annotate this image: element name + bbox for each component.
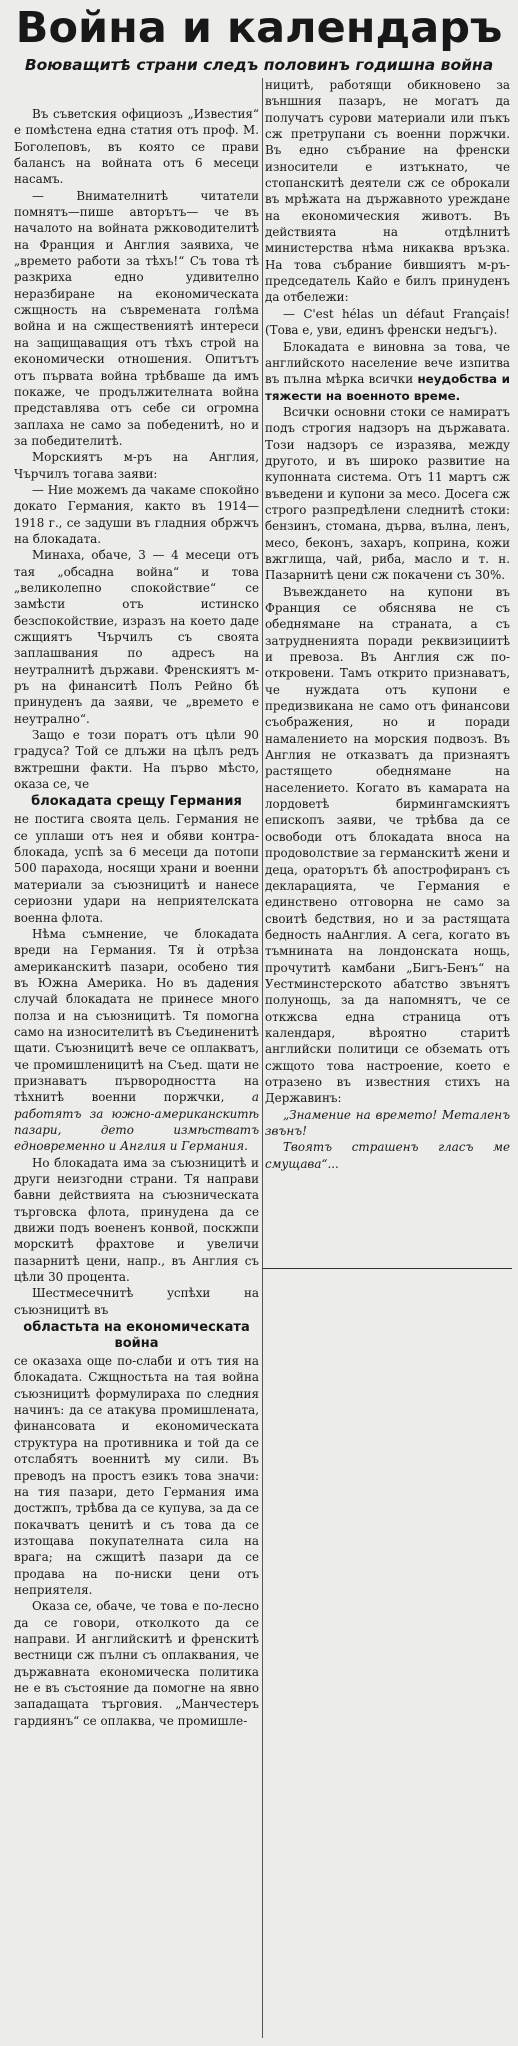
paragraph: Шестмесечнитѣ успѣхи на съюзницитѣ въ (14, 1286, 259, 1317)
section-heading: областьта на економическата война (23, 1320, 250, 1352)
paragraph: Защо е този поратъ отъ цѣли 90 градуса? Той се длъжи на цѣлъ редъ вжтрешни факти. На първо мѣсто, оказа се, че (14, 728, 259, 792)
paragraph: Въ съветския официозъ „Известия“ е помѣстена една статия отъ проф. М. Боголеповъ, въ която се прави балансъ на войната отъ 6 месеци насамъ. (14, 107, 259, 187)
section-heading: блокадата срещу Германия (31, 794, 242, 810)
paragraph: — Внимателнитѣ читатели помнятъ—пише авторътъ— че въ началото на войната ржководителитѣ на Франция и Англия заявиха, че „времето работи за тѣхъ!“ Съ това тѣ разкриха едно удивително неразбиране на економическата сжщность на съвремената голѣма война и на сжществениятѣ интереси на защищаващия отъ тѣхъ строй на економически отношения. Опитътъ отъ първата война трѣбваше да имъ покаже, че продължителната война представлява отъ себе си огромна заплаха не само за победенитѣ, но и за победителитѣ. (14, 188, 259, 448)
paragraph-text: Нѣма съмнение, че блокадата вреди на Германия. Тя ѝ отрѣза американскитѣ пазари, особено тия въ Южна Америка. Но въ дадения случай блокадата не принесе много полза и на съюзницитѣ. Тя помогна само на износителитѣ въ Съединенитѣ щати. Съюзницитѣ вече се оплакватъ, че промишленицитѣ на Съед. щати не признаватъ първородността на тѣхнитѣ военни поржчки, (14, 926, 259, 1105)
left-column (14, 106, 259, 2042)
paragraph: Морскиятъ м-ръ на Англия, Чърчилъ тогава заяви: (14, 450, 259, 481)
paragraph: не постига своята цель. Германия не се уплаши отъ нея и обяви контра-блокада, успѣ за 6 месеци да потопи 500 парахода, носящи храни и военни материали за съюзницитѣ и нанесе сериозни удари на неприятелската военна флота. (14, 812, 259, 925)
poem-quote (265, 1107, 510, 1172)
poem-line: „Знамение на времето! Металенъ звънъ! (265, 1107, 510, 1138)
paragraph: Въвеждането на купони въ Франция се обяснява не съ обеднямане на страната, а съ затрудненията поради реквизициитѣ и превоза. Въ Англия сж по-откровени. Тамъ открито признаватъ, че нуждата отъ купони е предизвикана не само отъ финансови съображения, но и поради намалението на морския подвозъ. Въ Англия не отказватъ да признаятъ растящето обеднямане на населението. Когато въ камарата на лордоветѣ бирмингамскиятъ епископъ заяви, че трѣбва да се освободи отъ блокадата вноса на продоволствие за германскитѣ жени и деца, ораторътъ бѣ апострофиранъ съ декларацията, че Германия е единствено отговорна не само за своитѣ бедствия, но и за растящата бедность наАнглия. А сега, когато въ тъмнината на лондонската нощь, прочутитѣ камбани „Бигъ-Бенъ“ на Уестминстерското абатство звънятъ полунощь, за да напомнятъ, че се откжсва една страница отъ календаря, вѣроятно старитѣ английски политици се обземать отъ сжщото това настроение, което е отразено въ известния стихъ на Державинъ: (265, 584, 510, 1106)
paragraph-text: Блокадата е виновна за това, че английското население вече изпитва въ пълна мѣрка всички (265, 339, 510, 387)
paragraph: — Ние можемъ да чакаме спокойно докато Германия, както въ 1914—1918 г., се задуши въ гладния обржчъ на блокадата. (14, 482, 259, 546)
paragraph (14, 926, 259, 1155)
paragraph: — C'est hélas un défaut Français! (Това е, уви, единъ френски недъгъ). (265, 306, 510, 338)
italic-text: а работятъ за южно-американскитѣ пазари, дето измѣстватъ едновременно и Англия и Германия. (14, 1090, 259, 1154)
subheadline: Воюващитѣ страни следъ половинъ годишна война (24, 56, 494, 74)
paragraph: се оказаха още по-слаби и отъ тия на блокадата. Сжщностьта на тая война съюзницитѣ формулираха по следния начинъ: да се атакува промишлената, финансовата и економическата структура на противника и той да се отслабятъ военнитѣ му сили. Въ преводъ на простъ езикъ това значи: на тия пазари, дето Германия има достжпъ, трѣбва да се купува, за да се покачватъ ценитѣ и съ това да се изтощава покупателната сила на врага; на сжщитѣ пазари да се продава на по-ниски цени отъ неприятеля. (14, 1354, 259, 1597)
masthead (0, 0, 518, 76)
headline: Война и календаръ (15, 3, 503, 53)
poem-line: Твоятъ страшенъ гласъ ме смущава“... (265, 1140, 510, 1171)
paragraph: ницитѣ, работящи обикновено за външния пазаръ, не могатъ да получатъ сурови материали или пъкъ сж претрупани съ военни поржчки. Въ едно събрание на френски износители е изтъкнато, че стопанскитѣ деятели сж се оброкали въ мрѣжата на държавното уреждане на економическия животъ. Въ действията на отдѣлнитѣ министерства нѣма никаква връзка. На това събрание бившиятъ м-ръ-председатель Кайо е билъ принуденъ да отбележи: (265, 78, 510, 305)
bold-text: неудобства и тяжести на военното време. (265, 372, 510, 403)
paragraph: Всички основни стоки се намиратъ подъ строгия надзоръ на държавата. Този надзоръ се изразява, между другото, и въ широко развитие на купонната система. Отъ 11 мартъ сж въведени и купони за месо. Досега сж строго разпредѣлени следнитѣ стоки: бензинъ, стомана, дърва, вълна, ленъ, месо, беконъ, захаръ, коприна, кожи вжглища, чай, риба, масло и т. н. Пазарнитѣ цени сж покачени съ 30%. (265, 404, 510, 583)
paragraph: Оказа се, обаче, че това е по-лесно да се говори, отколкото да се направи. И английскитѣ и френскитѣ вестници сж пълни съ оплаквания, че държавната економическа политика не е въ състояние да помогне на явно западащата търговия. „Манчестеръ гардиянъ“ се оплаква, че промишле- (14, 1599, 259, 1728)
right-column (265, 77, 510, 1277)
column-divider (262, 78, 263, 2038)
paragraph (265, 339, 510, 404)
paragraph: Но блокадата има за съюзницитѣ и други неизгодни страни. Тя направи бавни действията на съюзническата търговска флота, принудена да се движи подъ воененъ конвой, поскжпи морскитѣ фрахтове и увеличи пазарнитѣ цени, напр., въ Англия съ цѣли 30 процента. (14, 1155, 259, 1285)
paragraph: Минаха, обаче, 3 — 4 месеци отъ тая „обсадна война“ и това „великолепно спокойствие“ се замѣсти отъ истинско безспокойствие, изразъ на което даде сжщиятъ Чърчилъ съ своята заплашвания по адресъ на неутралнитѣ държави. Френскиятъ м-ръ на финанситѣ Полъ Рейно бѣ принуденъ да заяви, че „времето е неутрално“. (14, 548, 259, 726)
